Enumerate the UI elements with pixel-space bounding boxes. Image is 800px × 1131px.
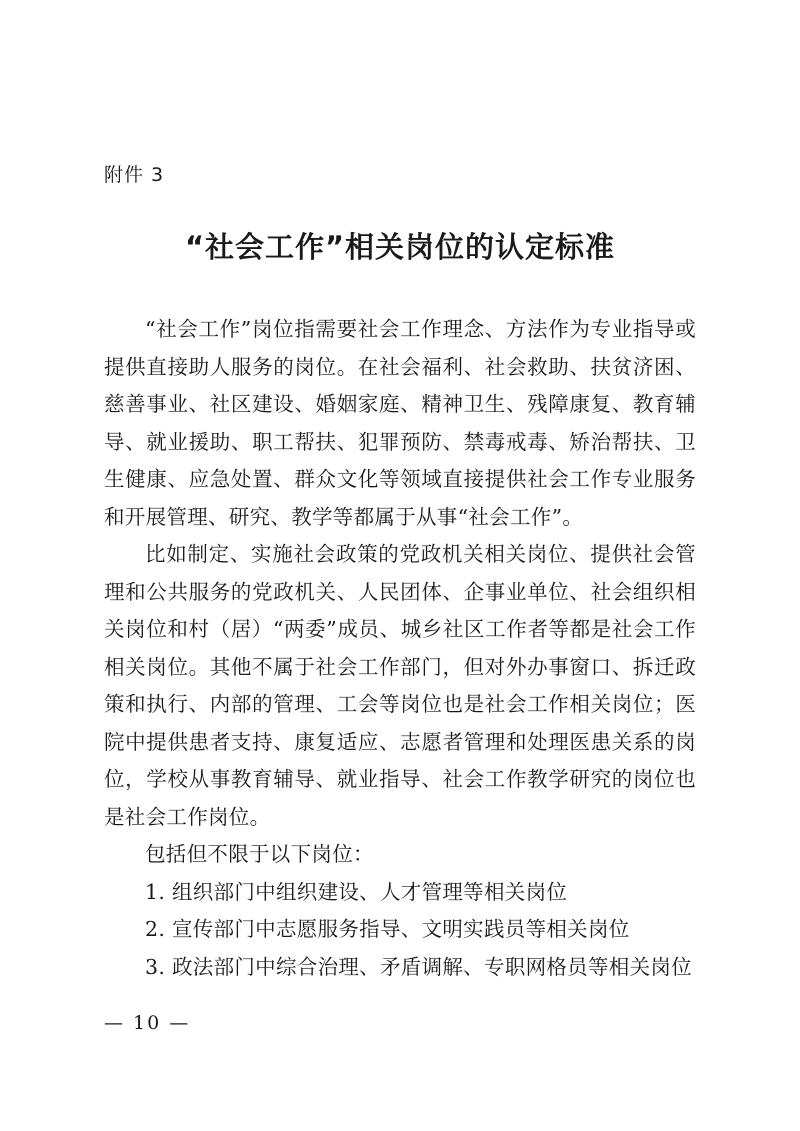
list-item-2: 2. 宣传部门中志愿服务指导、文明实践员等相关岗位	[145, 917, 630, 941]
attachment-label: 附件 3	[104, 164, 165, 186]
page-number: — 10 —	[104, 1012, 191, 1034]
document-body	[104, 311, 696, 986]
paragraph-definition: “社会工作”岗位指需要社会工作理念、方法作为专业指导或提供直接助人服务的岗位。在社会福利、社会救助、扶贫济困、慈善事业、社区建设、婚姻家庭、精神卫生、残障康复、教育辅导、就业援助、职工帮扶、犯罪预防、禁毒戒毒、矫治帮扶、卫生健康、应急处置、群众文化等领域直接提供社会工作专业服务和开展管理、研究、教学等都属于从事“社会工作”。	[104, 317, 696, 529]
paragraph-examples: 比如制定、实施社会政策的党政机关相关岗位、提供社会管理和公共服务的党政机关、人民团体、企事业单位、社会组织相关岗位和村（居）“两委”成员、城乡社区工作者等都是社会工作相关岗位。其他不属于社会工作部门，但对外办事窗口、拆迁政策和执行、内部的管理、工会等岗位也是社会工作相关岗位；医院中提供患者支持、康复适应、志愿者管理和处理医患关系的岗位，学校从事教育辅导、就业指导、社会工作教学研究的岗位也是社会工作岗位。	[104, 542, 696, 829]
list-intro: 包括但不限于以下岗位：	[145, 842, 374, 866]
document-title: “社会工作”相关岗位的认定标准	[184, 230, 616, 264]
list-item-3: 3. 政法部门中综合治理、矛盾调解、专职网格员等相关岗位	[145, 954, 692, 979]
list-item-1: 1. 组织部门中组织建设、人才管理等相关岗位	[145, 879, 568, 904]
